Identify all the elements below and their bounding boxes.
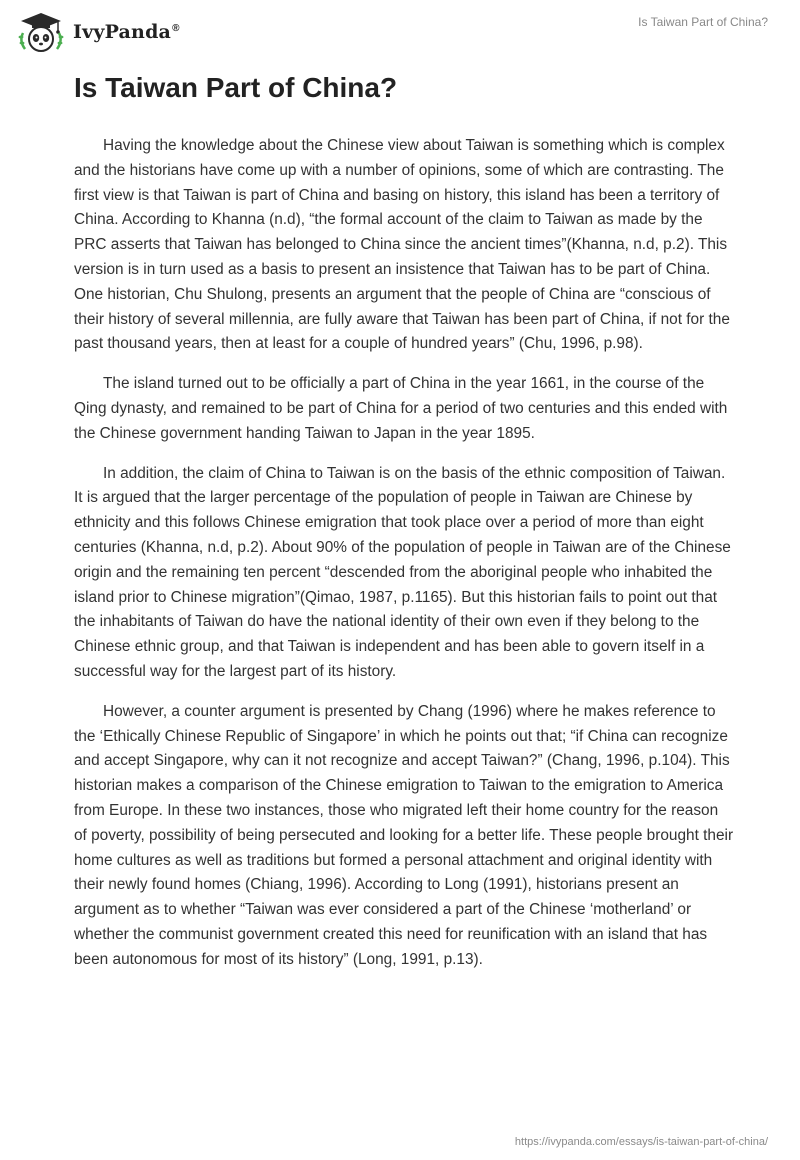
paragraph: In addition, the claim of China to Taiwan is on the basis of the ethnic composition of Taiwan. It is argued that the larger percentage of the population of people in Taiwan are Chinese by ethnicity and this follows Chinese emigration that took place over a period of more than eight centuries (Khanna, n.d, p.2). About 90% of the population of people in Taiwan are of the Chinese origin and the remaining ten percent “descended from the aboriginal people who inhabited the island prior to Chinese migration”(Qimao, 1987, p.1165). But this historian fails to point out that the inhabitants of Taiwan do have the national identity of their own even if they belong to the Chinese ethnic group, and that Taiwan is independent and has been able to govern itself in a successful way for the largest part of its history. <box>74 464 731 680</box>
brand-logo[interactable] <box>15 10 180 54</box>
page-header <box>0 0 800 60</box>
paragraph: Having the knowledge about the Chinese view about Taiwan is something which is complex and the historians have come up with a number of opinions, some of which are contrasting. The first view is that Taiwan is part of China and basing on history, this island has been a territory of China. According to Khanna (n.d), “the formal account of the claim to Taiwan as made by the PRC asserts that Taiwan has belonged to China since the ancient times”(Khanna, n.d, p.2). This version is in turn used as a basis to present an insistence that Taiwan has to be part of China. One historian, Chu Shulong, presents an argument that the people of China are “conscious of their history of several millennia, are fully aware that Taiwan has been part of China, if not for the past thousand years, then at least for a couple of hundred years” (Chu, 1996, p.98). <box>74 137 730 353</box>
page-title: Is Taiwan Part of China? <box>74 72 398 103</box>
panda-graduate-icon <box>15 11 67 53</box>
header-document-title: Is Taiwan Part of China? <box>638 15 768 29</box>
paragraph: However, a counter argument is presented by Chang (1996) where he makes reference to the ‘Ethically Chinese Republic of Singapore’ in which he points out that; “if China can recognize and accept Singapore, why can it not recognize and accept Taiwan?” (Chang, 1996, p.104). This historian makes a comparison of the Chinese emigration to Taiwan to the emigration to America from Europe. In these two instances, those who migrated left their home country for the reason of poverty, possibility of being persecuted and looking for a better life. These people brought their home cultures as well as traditions but formed a personal attachment and original identity with their newly found homes (Chiang, 1996). According to Long (1991), historians present an argument as to whether “Taiwan was ever considered a part of the Chinese ‘motherland’ or whether the communist government created this need for reunification with an island that has been autonomous for most of its history” (Long, 1991, p.13). <box>74 702 734 968</box>
brand-name: IvyPanda® <box>73 21 180 43</box>
source-url[interactable]: https://ivypanda.com/essays/is-taiwan-part-of-china/ <box>514 1136 768 1148</box>
paragraph: The island turned out to be officially a part of China in the year 1661, in the course of the Qing dynasty, and remained to be part of China for a period of two centuries and this ended with the Chinese government handing Taiwan to Japan in the year 1895. <box>74 375 728 442</box>
article-body <box>74 134 734 988</box>
